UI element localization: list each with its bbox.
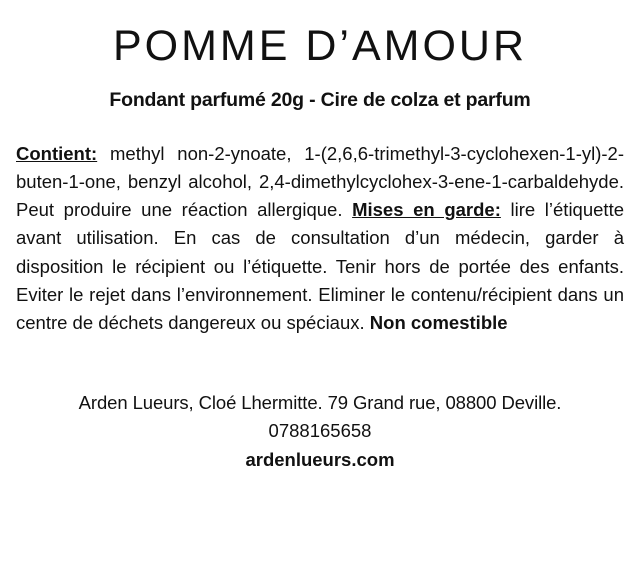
website-url: ardenlueurs.com xyxy=(245,449,395,471)
warnings-text: lire l’étiquette avant utilisation. En cas de consultation d’un médecin, garder à disposition le récipient ou l’étiquette. Tenir hors de portée des enfants. Eviter le rejet dans l’environnement. Eliminer le contenu/récipient dans un centre de déchets dangereux ou spéciaux. xyxy=(16,199,624,333)
company-address: Arden Lueurs, Cloé Lhermitte. 79 Grand rue, 08800 Deville. xyxy=(78,391,562,413)
contains-heading: Contient: xyxy=(16,143,98,165)
non-edible-notice: Non comestible xyxy=(369,311,508,333)
ingredients-paragraph xyxy=(16,140,624,337)
ingredients-list: methyl non-2-ynoate, 1-(2,6,6-trimethyl-3-cyclohexen-1-yl)-2-buten-1-one, benzyl alcohol, 2,4-dimethylcyclohex-3-ene-1-carbaldehyde. Peut produire une réaction allergique. xyxy=(16,143,624,221)
warnings-heading: Mises en garde: xyxy=(352,199,501,221)
phone-number: 0788165658 xyxy=(268,419,372,441)
page-title: POMME D’AMOUR xyxy=(112,22,528,70)
footer-block xyxy=(14,389,626,474)
product-subtitle: Fondant parfumé 20g - Cire de colza et parfum xyxy=(109,89,531,112)
